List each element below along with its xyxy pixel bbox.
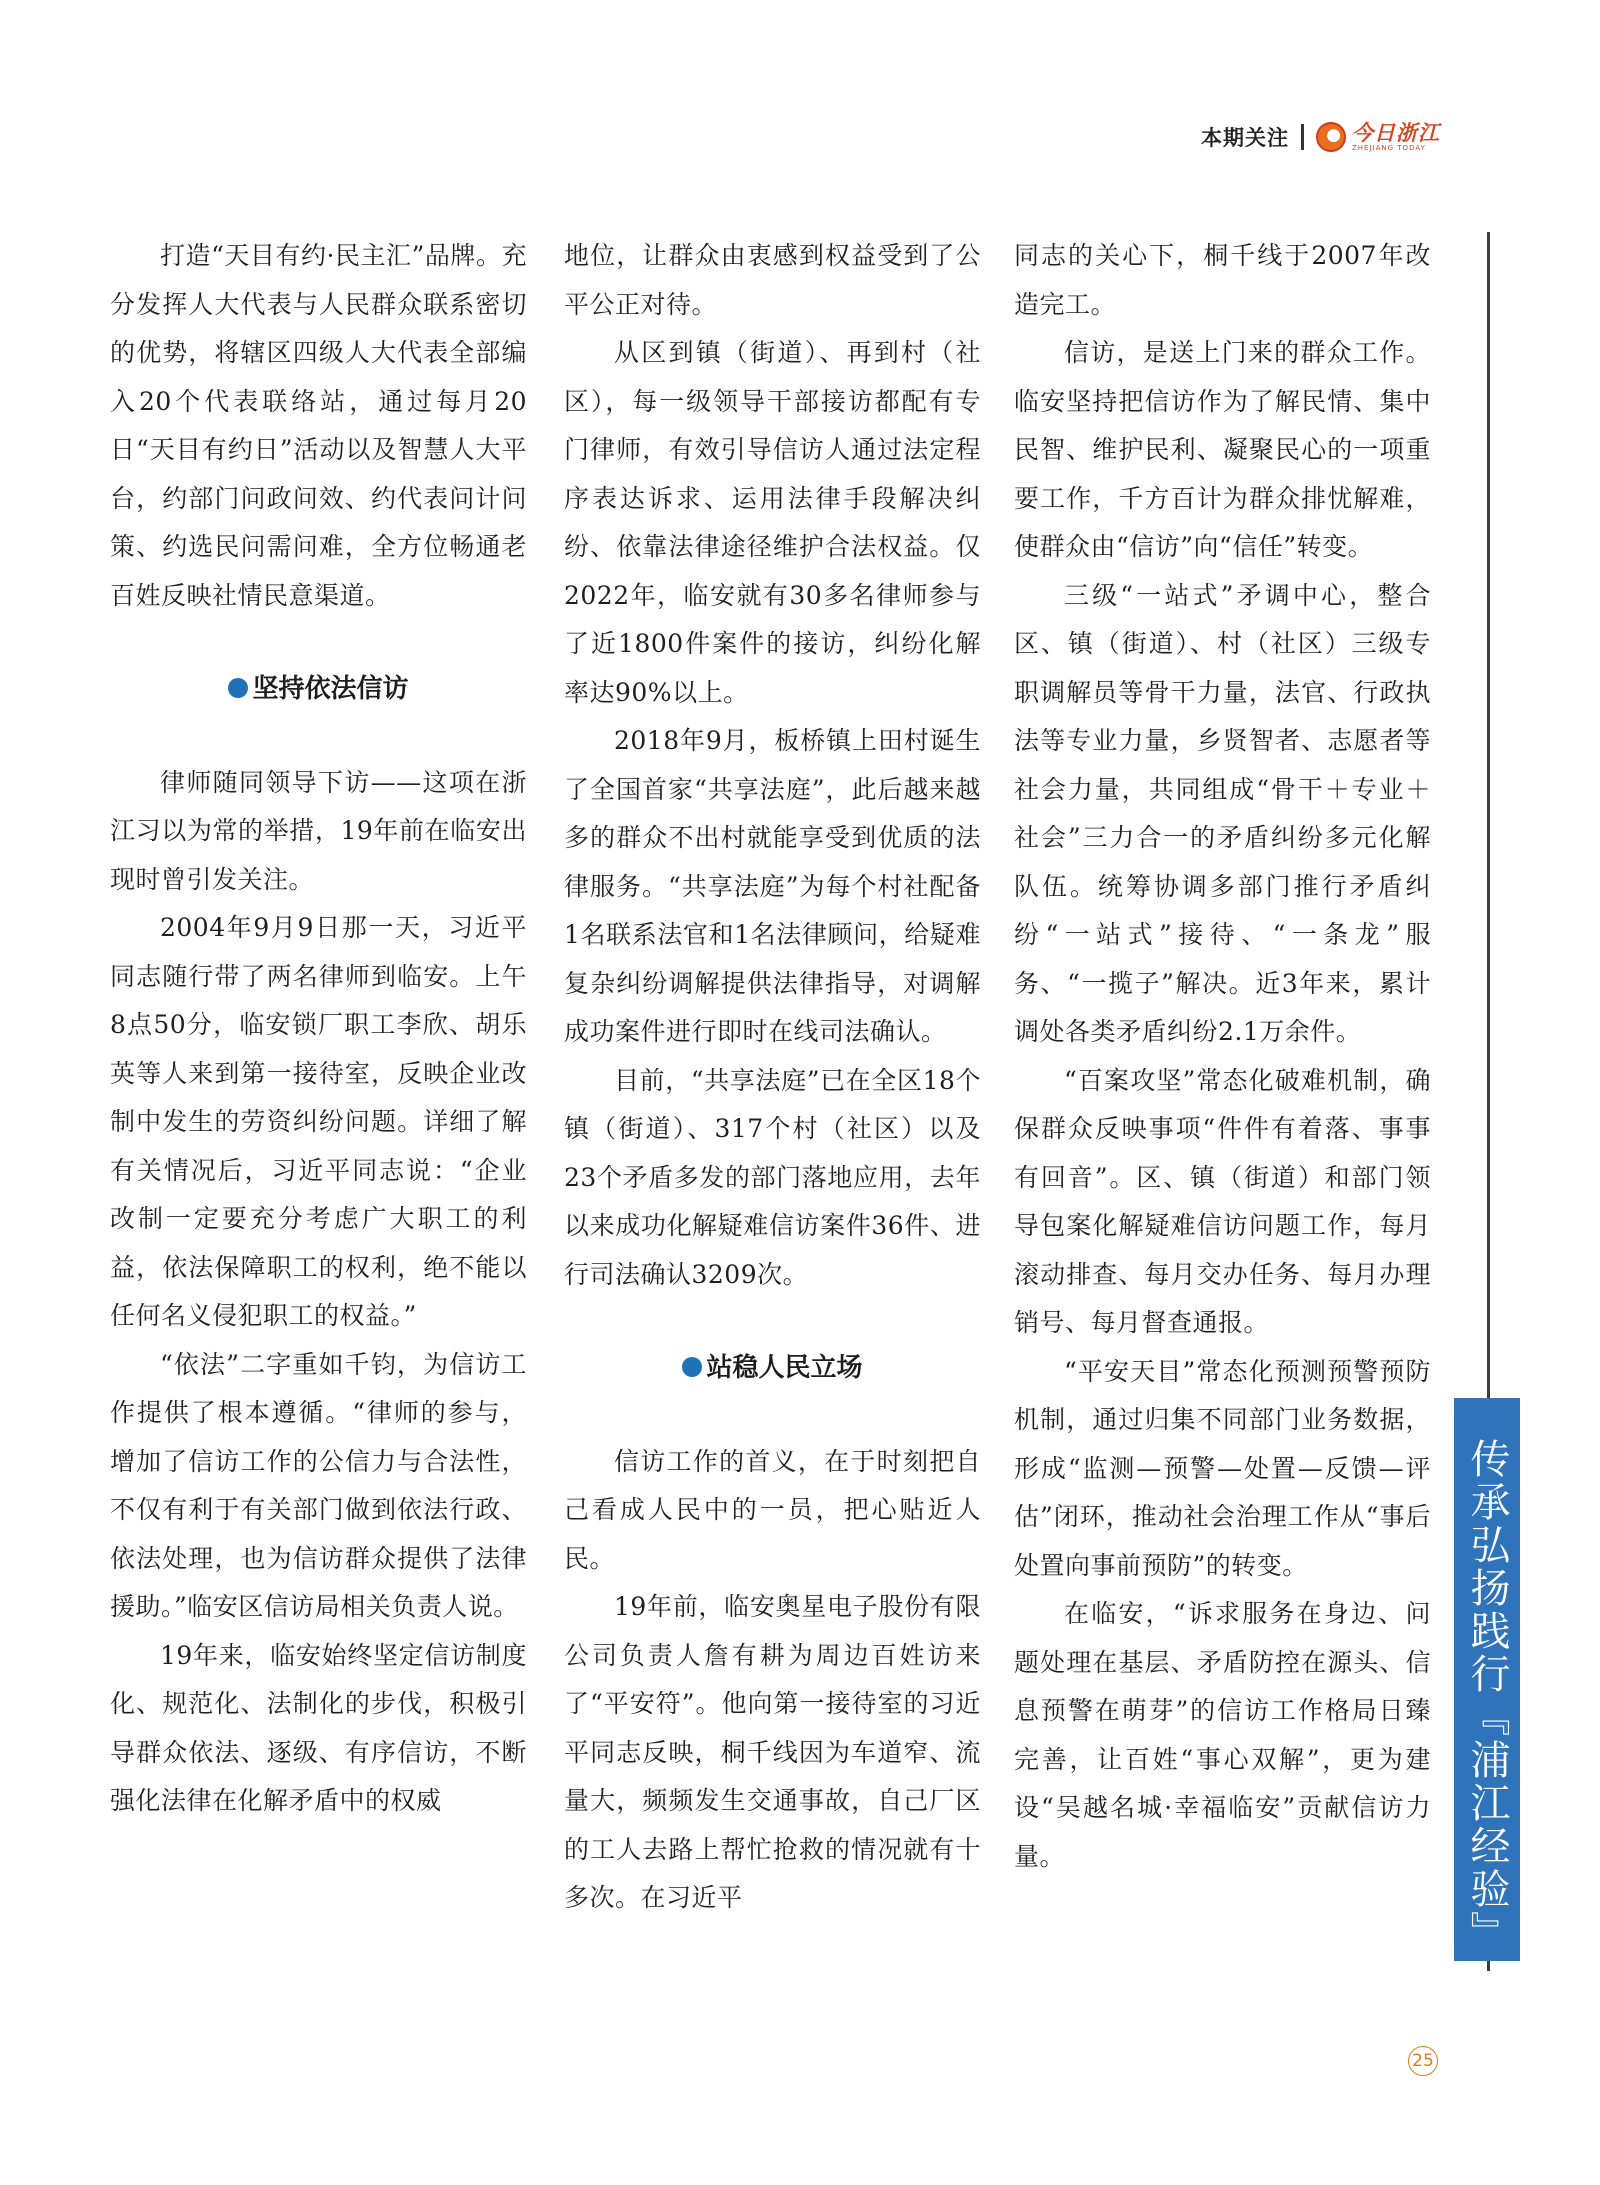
section-spacer [110,714,527,759]
paragraph: 同志的关心下，桐千线于2007年改造完工。 [1014,241,1431,319]
side-rule [1487,232,1490,1400]
article-column-3 [1014,232,1431,1881]
paragraph: 信访工作的首义，在于时刻把自己看成人民中的一员，把心贴近人民。 [564,1446,981,1573]
logo-text: 今日浙江 [1352,120,1440,145]
article-column-2 [564,232,981,1923]
paragraph: 2004年9月9日那一天，习近平同志随行带了两名律师到临安。上午8点50分，临安锁厂职工李欣、胡乐英等人来到第一接待室，反映企业改制中发生的劳资纠纷问题。详细了解有关情况后，习近平同志说：“企业改制一定要充分考虑广大职工的利益，依法保障职工的权利，绝不能以任何名义侵犯职工的权益。” [110,913,527,1330]
magazine-logo [1316,122,1440,152]
page-header [1201,122,1440,152]
side-banner [1454,1398,1520,1961]
paragraph: “平安天目”常态化预测预警预防机制，通过归集不同部门业务数据，形成“监测—预警—处置—反馈—评估”闭环，推动社会治理工作从“事后处置向事前预防”的转变。 [1014,1356,1431,1580]
paragraph: 律师随同领导下访——这项在浙江习以为常的举措，19年前在临安出现时曾引发关注。 [110,767,527,894]
paragraph: 19年前，临安奥星电子股份有限公司负责人詹有耕为周边百姓访来了“平安符”。他向第一接待室的习近平同志反映，桐千线因为车道窄、流量大，频频发生交通事故，自己厂区的工人去路上帮忙抢救的情况就有十多次。在习近平 [564,1592,981,1912]
bullet-dot-icon [682,1357,702,1377]
paragraph: 2018年9月，板桥镇上田村诞生了全国首家“共享法庭”，此后越来越多的群众不出村就能享受到优质的法律服务。“共享法庭”为每个村社配备1名联系法官和1名法律顾问，给疑难复杂纠纷调解提供法律指导，对调解成功案件进行即时在线司法确认。 [564,726,981,1046]
section-spacer [564,1393,981,1438]
paragraph: 信访，是送上门来的群众工作。临安坚持把信访作为了解民情、集中民智、维护民利、凝聚民心的一项重要工作，千方百计为群众排忧解难，使群众由“信访”向“信任”转变。 [1014,338,1431,561]
section-spacer [110,620,527,665]
paragraph: 三级“一站式”矛调中心，整合区、镇（街道）、村（社区）三级专职调解员等骨干力量，法官、行政执法等专业力量，乡贤智者、志愿者等社会力量，共同组成“骨干＋专业＋社会”三力合一的矛盾纠纷多元化解队伍。统筹协调多部门推行矛盾纠纷“一站式”接待、“一条龙”服务、“一揽子”解决。近3年来，累计调处各类矛盾纠纷2.1万余件。 [1014,580,1431,1046]
paragraph: 地位，让群众由衷感到权益受到了公平公正对待。 [564,241,981,319]
section-heading [564,1344,981,1393]
logo-subtitle: ZHEJIANG TODAY [1352,144,1426,152]
header-divider [1301,124,1304,150]
paragraph: 打造“天目有约·民主汇”品牌。充分发挥人大代表与人民群众联系密切的优势，将辖区四级人大代表全部编入20个代表联络站，通过每月20日“天目有约日”活动以及智慧人大平台，约部门问政问效、约代表问计问策、约选民问需问难，全方位畅通老百姓反映社情民意渠道。 [110,241,527,610]
section-heading [110,665,527,714]
article-column-1 [110,232,527,1826]
paragraph: “依法”二字重如千钧，为信访工作提供了根本遵循。“律师的参与，增加了信访工作的公信力与合法性，不仅有利于有关部门做到依法行政、依法处理，也为信访群众提供了法律援助。”临安区信访局相关负责人说。 [110,1349,527,1621]
page-number: 25 [1408,2046,1438,2076]
paragraph: 目前，“共享法庭”已在全区18个镇（街道）、317个村（社区）以及23个矛盾多发的部门落地应用，去年以来成功化解疑难信访案件36件、进行司法确认3209次。 [564,1065,981,1289]
logo-icon [1316,122,1346,152]
section-spacer [564,1299,981,1344]
section-heading-text: 站稳人民立场 [706,1353,863,1383]
section-label: 本期关注 [1201,126,1289,150]
paragraph: “百案攻坚”常态化破难机制，确保群众反映事项“件件有着落、事事有回音”。区、镇（街道）和部门领导包案化解疑难信访问题工作，每月滚动排查、每月交办任务、每月办理销号、每月督查通报。 [1014,1065,1431,1337]
side-banner-text: 传承弘扬践行『浦江经验』 [1464,1438,1510,1954]
side-rule-bottom [1487,1961,1490,1971]
paragraph: 从区到镇（街道）、再到村（社区），每一级领导干部接访都配有专门律师，有效引导信访人通过法定程序表达诉求、运用法律手段解决纠纷、依靠法律途径维护合法权益。仅2022年，临安就有30多名律师参与了近1800件案件的接访，纠纷化解率达90%以上。 [564,338,981,707]
paragraph: 在临安，“诉求服务在身边、问题处理在基层、矛盾防控在源头、信息预警在萌芽”的信访工作格局日臻完善，让百姓“事心双解”，更为建设“吴越名城·幸福临安”贡献信访力量。 [1014,1599,1431,1871]
paragraph: 19年来，临安始终坚定信访制度化、规范化、法制化的步伐，积极引导群众依法、逐级、有序信访，不断强化法律在化解矛盾中的权威 [110,1640,527,1815]
section-heading-text: 坚持依法信访 [252,674,409,704]
bullet-dot-icon [228,678,248,698]
